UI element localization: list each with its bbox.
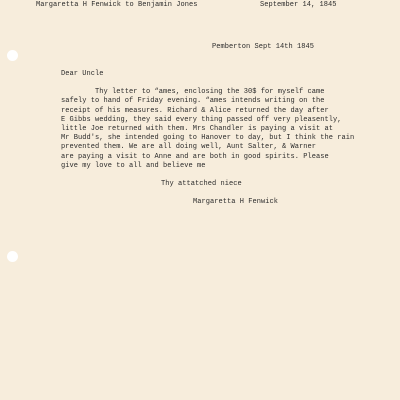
body-line: Thy letter to “ames, enclosing the 30$ for myself came: [61, 88, 325, 96]
letter-closing: Thy attatched niece: [161, 180, 242, 188]
letter-salutation: Dear Uncle: [61, 70, 104, 78]
body-line: E Gibbs wedding, they said every thing passed off very pleasently,: [61, 116, 342, 124]
document-header: [36, 1, 337, 11]
body-line: receipt of his measures. Richard & Alice returned the day after: [61, 107, 329, 115]
letter-dateline: Pemberton Sept 14th 1845: [212, 43, 315, 51]
header-date: September 14, 1845: [260, 1, 337, 9]
punch-hole-top: [7, 50, 18, 61]
body-line: Mr Budd's, she intended going to Hanover to day, but I think the rain: [61, 134, 355, 142]
header-correspondents: Margaretta H Fenwick to Benjamin Jones: [36, 1, 198, 9]
body-line: little Joe returned with them. Mrs Chandler is paying a visit at: [61, 125, 334, 133]
punch-hole-bottom: [7, 251, 18, 262]
letter-signature: Margaretta H Fenwick: [193, 198, 279, 206]
body-line: are paying a visit to Anne and are both in good spirits. Please: [61, 153, 329, 161]
body-line: give my love to all and believe me: [61, 162, 206, 170]
body-line: safely to hand of Friday evening. “ames intends writing on the: [61, 97, 325, 105]
body-line: prevented them. We are all doing well, Aunt Salter, & Warner: [61, 143, 317, 151]
